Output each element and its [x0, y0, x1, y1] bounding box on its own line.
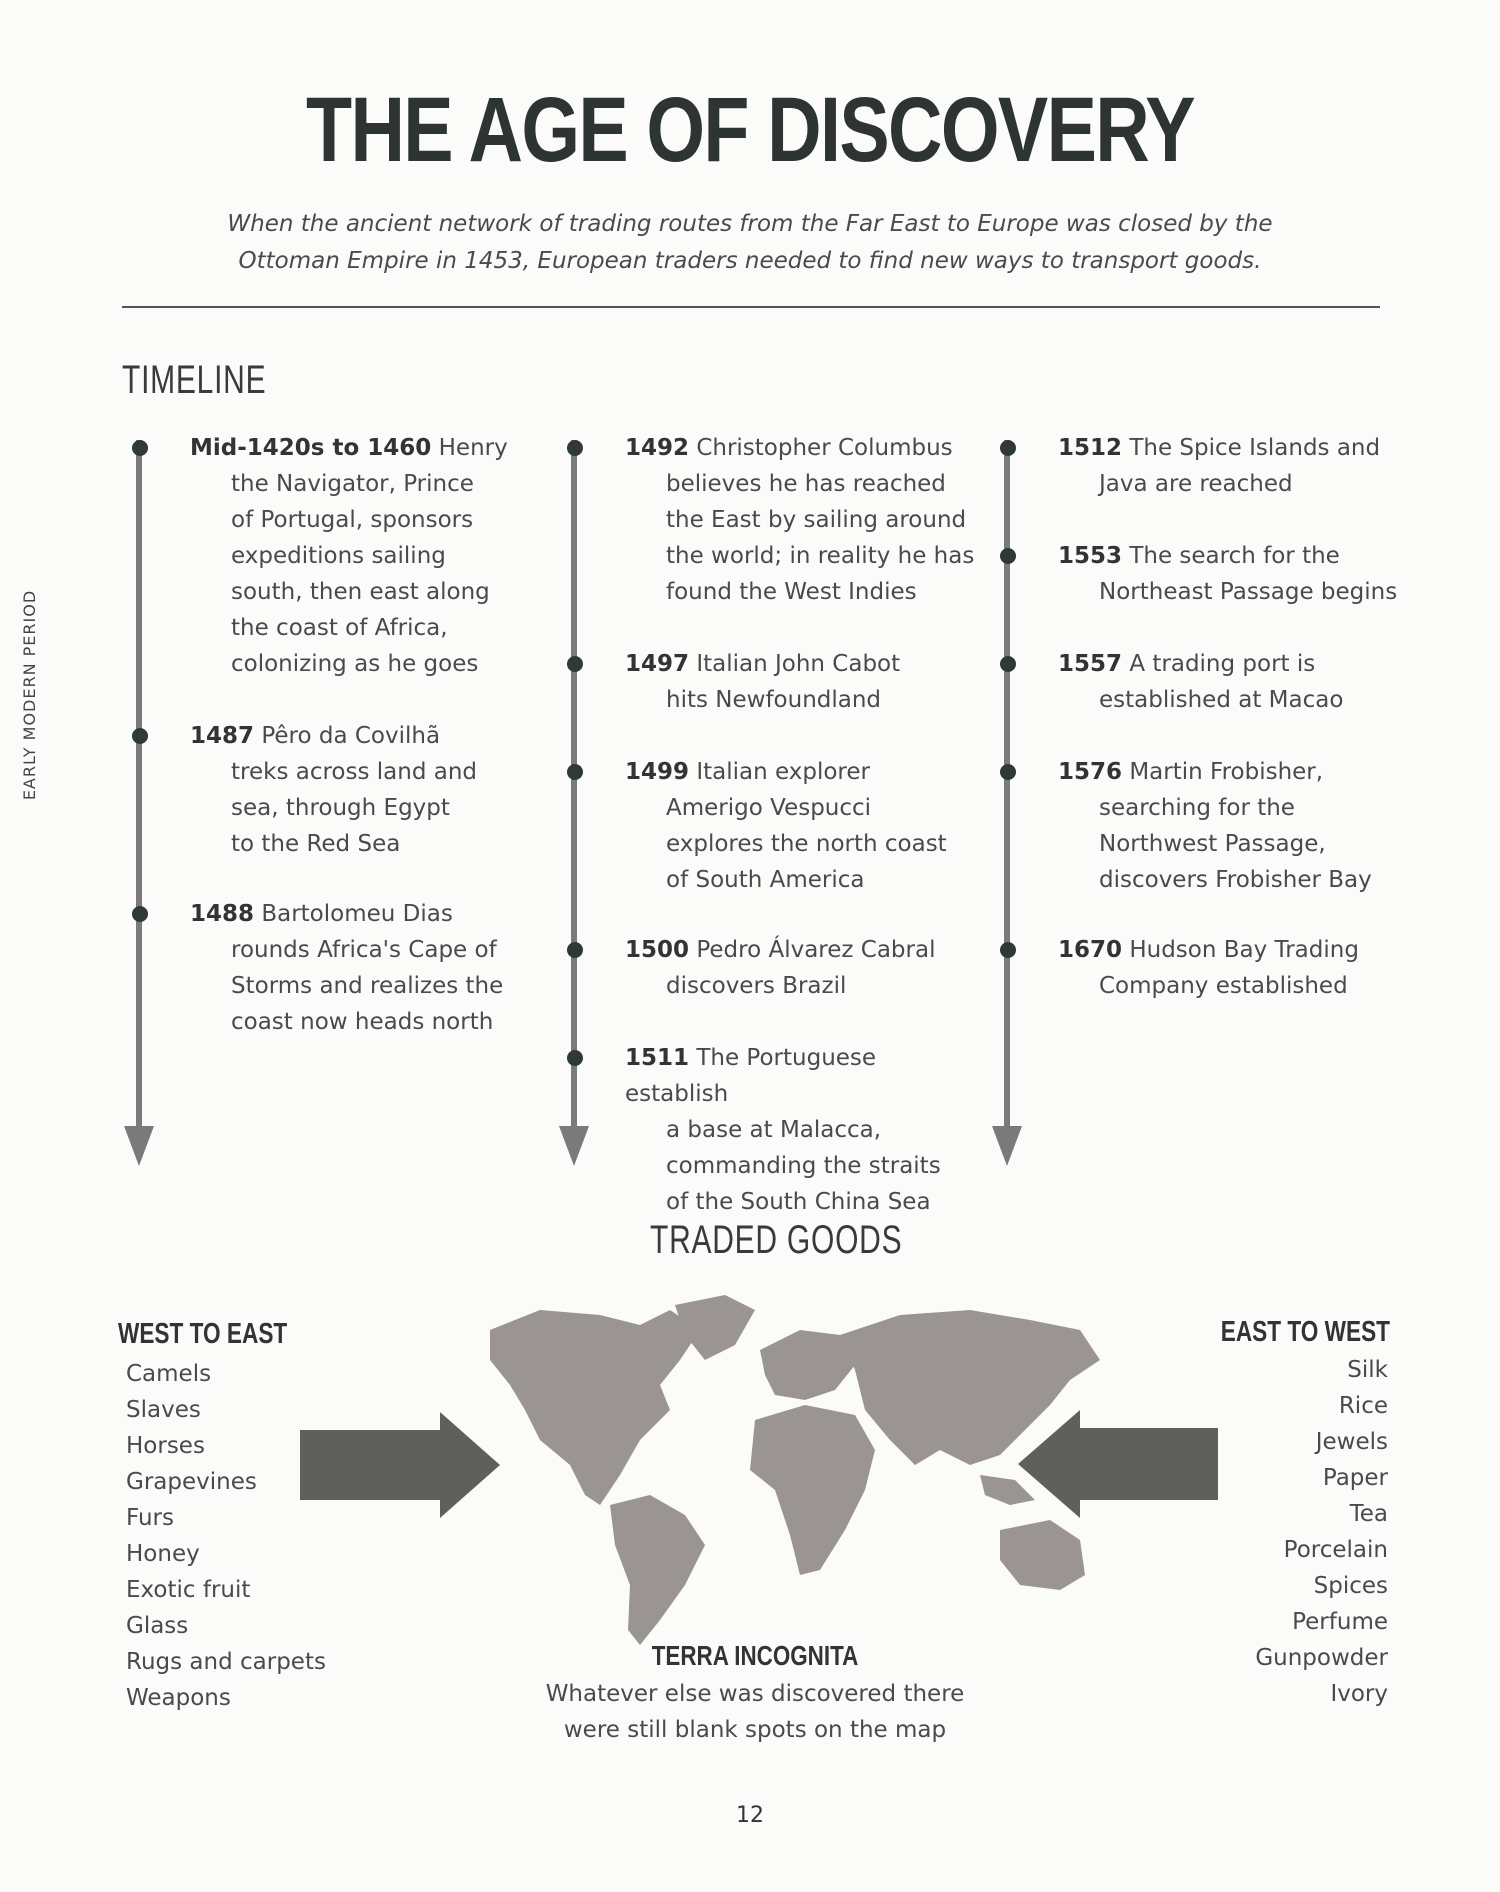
timeline-desc: Hudson Bay Trading [1129, 937, 1359, 963]
timeline-desc-line: discovers Brazil [666, 973, 847, 999]
goods-item: Jewels [1315, 1429, 1388, 1455]
timeline-desc: Italian John Cabot [696, 651, 901, 677]
timeline-dot [132, 728, 148, 744]
goods-item: Perfume [1292, 1609, 1388, 1635]
south-america-shape [610, 1495, 705, 1645]
timeline-dot [1000, 764, 1016, 780]
timeline-event [1058, 430, 1418, 502]
timeline-desc-line: Northwest Passage, [1099, 831, 1326, 857]
greenland-shape [675, 1295, 755, 1360]
page-number: 12 [736, 1803, 764, 1828]
goods-item: Tea [1349, 1501, 1388, 1527]
west-to-east-arrow [300, 1412, 500, 1518]
timeline-dot [567, 1050, 583, 1066]
west-to-east-list [126, 1356, 326, 1716]
timeline-event [190, 430, 520, 682]
timeline-event [1058, 932, 1418, 1004]
timeline-desc-line: of the South China Sea [666, 1189, 931, 1215]
australia-shape [1000, 1520, 1085, 1590]
goods-item: Camels [126, 1361, 212, 1387]
timeline-event-first-line [1058, 538, 1418, 574]
north-america-shape [490, 1310, 700, 1505]
timeline-desc-line: of South America [666, 867, 865, 893]
timeline-event-first-line [1058, 754, 1418, 790]
goods-item: Grapevines [126, 1469, 257, 1495]
timeline-event [190, 896, 520, 1040]
timeline-desc-line: colonizing as he goes [231, 651, 479, 677]
timeline-desc-line: the world; in reality he has [666, 543, 975, 569]
timeline-event [625, 932, 985, 1004]
timeline-event [625, 646, 985, 718]
timeline-dot [567, 440, 583, 456]
timeline-event [625, 430, 985, 610]
timeline-desc-line: south, then east along [231, 579, 490, 605]
timeline-arrow-1 [124, 1126, 154, 1166]
timeline-year: 1576 [1058, 759, 1123, 785]
timeline-desc-line: believes he has reached [666, 471, 946, 497]
timeline-year: 1488 [190, 901, 255, 927]
timeline-dot [567, 942, 583, 958]
terra-incognita-heading: TERRA INCOGNITA [651, 1640, 859, 1671]
timeline-desc-line: explores the north coast [666, 831, 947, 857]
timeline-heading: TIMELINE [122, 358, 267, 402]
timeline-desc-line: discovers Frobisher Bay [1099, 867, 1372, 893]
timeline-dot [132, 440, 148, 456]
timeline-arrow-3 [992, 1126, 1022, 1166]
timeline-desc: The search for the [1129, 543, 1340, 569]
goods-item: Gunpowder [1255, 1645, 1388, 1671]
timeline-event-first-line [625, 754, 985, 790]
timeline-desc: Bartolomeu Dias [261, 901, 453, 927]
intro-line-1: When the ancient network of trading routes from the Far East to Europe was closed by the [227, 211, 1273, 237]
timeline-line-1 [136, 440, 142, 1130]
timeline-event-first-line [1058, 646, 1418, 682]
timeline-year: 1500 [625, 937, 690, 963]
page-title: THE AGE OF DISCOVERY [306, 79, 1194, 181]
goods-item: Ivory [1330, 1681, 1388, 1707]
timeline-desc-line: the coast of Africa, [231, 615, 448, 641]
timeline-desc-line: coast now heads north [231, 1009, 494, 1035]
timeline-year: 1511 [625, 1045, 690, 1071]
timeline-desc: Christopher Columbus [696, 435, 953, 461]
terra-incognita-line-1: Whatever else was discovered there [545, 1681, 965, 1707]
timeline-desc-line: found the West Indies [666, 579, 917, 605]
timeline-dot [132, 906, 148, 922]
timeline-desc-line: established at Macao [1099, 687, 1344, 713]
goods-item: Honey [126, 1541, 200, 1567]
timeline-event [625, 754, 985, 898]
timeline-event-first-line [625, 1040, 985, 1112]
timeline-desc-line: Storms and realizes the [231, 973, 504, 999]
timeline-year: 1487 [190, 723, 255, 749]
africa-shape [750, 1405, 875, 1575]
goods-item: Rugs and carpets [126, 1649, 326, 1675]
timeline-desc: The Portuguese establish [625, 1045, 877, 1107]
timeline-desc-line: the Navigator, Prince [231, 471, 474, 497]
timeline-year: 1553 [1058, 543, 1123, 569]
timeline-desc-line: the East by sailing around [666, 507, 967, 533]
timeline-year: Mid-1420s to 1460 [190, 435, 432, 461]
timeline-event [1058, 646, 1418, 718]
timeline-event-first-line [625, 932, 985, 968]
timeline-desc: Pêro da Covilhã [261, 723, 441, 749]
timeline-event [1058, 754, 1418, 898]
timeline-desc-line: sea, through Egypt [231, 795, 450, 821]
timeline-desc-line: expeditions sailing [231, 543, 446, 569]
timeline-desc-line: searching for the [1099, 795, 1295, 821]
timeline-arrow-2 [559, 1126, 589, 1166]
europe-shape [760, 1330, 855, 1400]
timeline-desc-line: rounds Africa's Cape of [231, 937, 497, 963]
terra-incognita-text [530, 1676, 980, 1748]
timeline-dot [1000, 656, 1016, 672]
timeline-year: 1557 [1058, 651, 1123, 677]
timeline-desc: Henry [438, 435, 508, 461]
goods-item: Spices [1313, 1573, 1388, 1599]
timeline-desc-line: hits Newfoundland [666, 687, 882, 713]
timeline-event-first-line [625, 646, 985, 682]
goods-item: Glass [126, 1613, 189, 1639]
goods-item: Silk [1347, 1357, 1388, 1383]
timeline-event-first-line [625, 430, 985, 466]
intro-text [150, 206, 1350, 280]
timeline-desc-line: a base at Malacca, [666, 1117, 882, 1143]
timeline-year: 1512 [1058, 435, 1123, 461]
west-to-east-heading: WEST TO EAST [118, 1318, 288, 1350]
goods-item: Exotic fruit [126, 1577, 251, 1603]
timeline-desc: Italian explorer [696, 759, 870, 785]
timeline-desc: Pedro Álvarez Cabral [696, 937, 936, 963]
timeline-year: 1492 [625, 435, 690, 461]
goods-item: Paper [1322, 1465, 1388, 1491]
timeline-event-first-line [190, 718, 520, 754]
timeline-desc-line: Java are reached [1099, 471, 1293, 497]
goods-item: Furs [126, 1505, 174, 1531]
timeline-dot [1000, 548, 1016, 564]
timeline-desc-line: commanding the straits [666, 1153, 941, 1179]
terra-incognita-line-2: were still blank spots on the map [563, 1717, 947, 1743]
timeline-event-first-line [1058, 932, 1418, 968]
timeline-dot [1000, 440, 1016, 456]
timeline-event [625, 1040, 985, 1220]
timeline-desc: The Spice Islands and [1129, 435, 1381, 461]
goods-item: Weapons [126, 1685, 231, 1711]
timeline-desc-line: Northeast Passage begins [1099, 579, 1398, 605]
timeline-desc-line: to the Red Sea [231, 831, 401, 857]
side-label: EARLY MODERN PERIOD [20, 589, 39, 801]
east-to-west-heading: EAST TO WEST [1220, 1316, 1390, 1348]
header-divider [122, 306, 1380, 308]
traded-goods-heading: TRADED GOODS [650, 1218, 903, 1262]
timeline-dot [1000, 942, 1016, 958]
timeline-desc: A trading port is [1129, 651, 1316, 677]
intro-line-2: Ottoman Empire in 1453, European traders needed to find new ways to transport goods. [238, 248, 1262, 274]
goods-item: Slaves [126, 1397, 201, 1423]
timeline-desc-line: Amerigo Vespucci [666, 795, 872, 821]
timeline-desc-line: treks across land and [231, 759, 478, 785]
timeline-year: 1670 [1058, 937, 1123, 963]
timeline-dot [567, 764, 583, 780]
timeline-line-2 [571, 440, 577, 1130]
timeline-event-first-line [190, 430, 520, 466]
goods-item: Horses [126, 1433, 205, 1459]
timeline-event-first-line [1058, 430, 1418, 466]
timeline-desc: Martin Frobisher, [1129, 759, 1324, 785]
timeline-event [1058, 538, 1418, 610]
timeline-line-3 [1004, 440, 1010, 1130]
east-to-west-list [1255, 1352, 1388, 1712]
timeline-desc-line: of Portugal, sponsors [231, 507, 474, 533]
timeline-year: 1497 [625, 651, 690, 677]
timeline-dot [567, 656, 583, 672]
timeline-event-first-line [190, 896, 520, 932]
timeline-desc-line: Company established [1099, 973, 1348, 999]
timeline-year: 1499 [625, 759, 690, 785]
east-to-west-arrow [1018, 1410, 1218, 1518]
goods-item: Porcelain [1283, 1537, 1388, 1563]
goods-item: Rice [1338, 1393, 1388, 1419]
timeline-event [190, 718, 520, 862]
